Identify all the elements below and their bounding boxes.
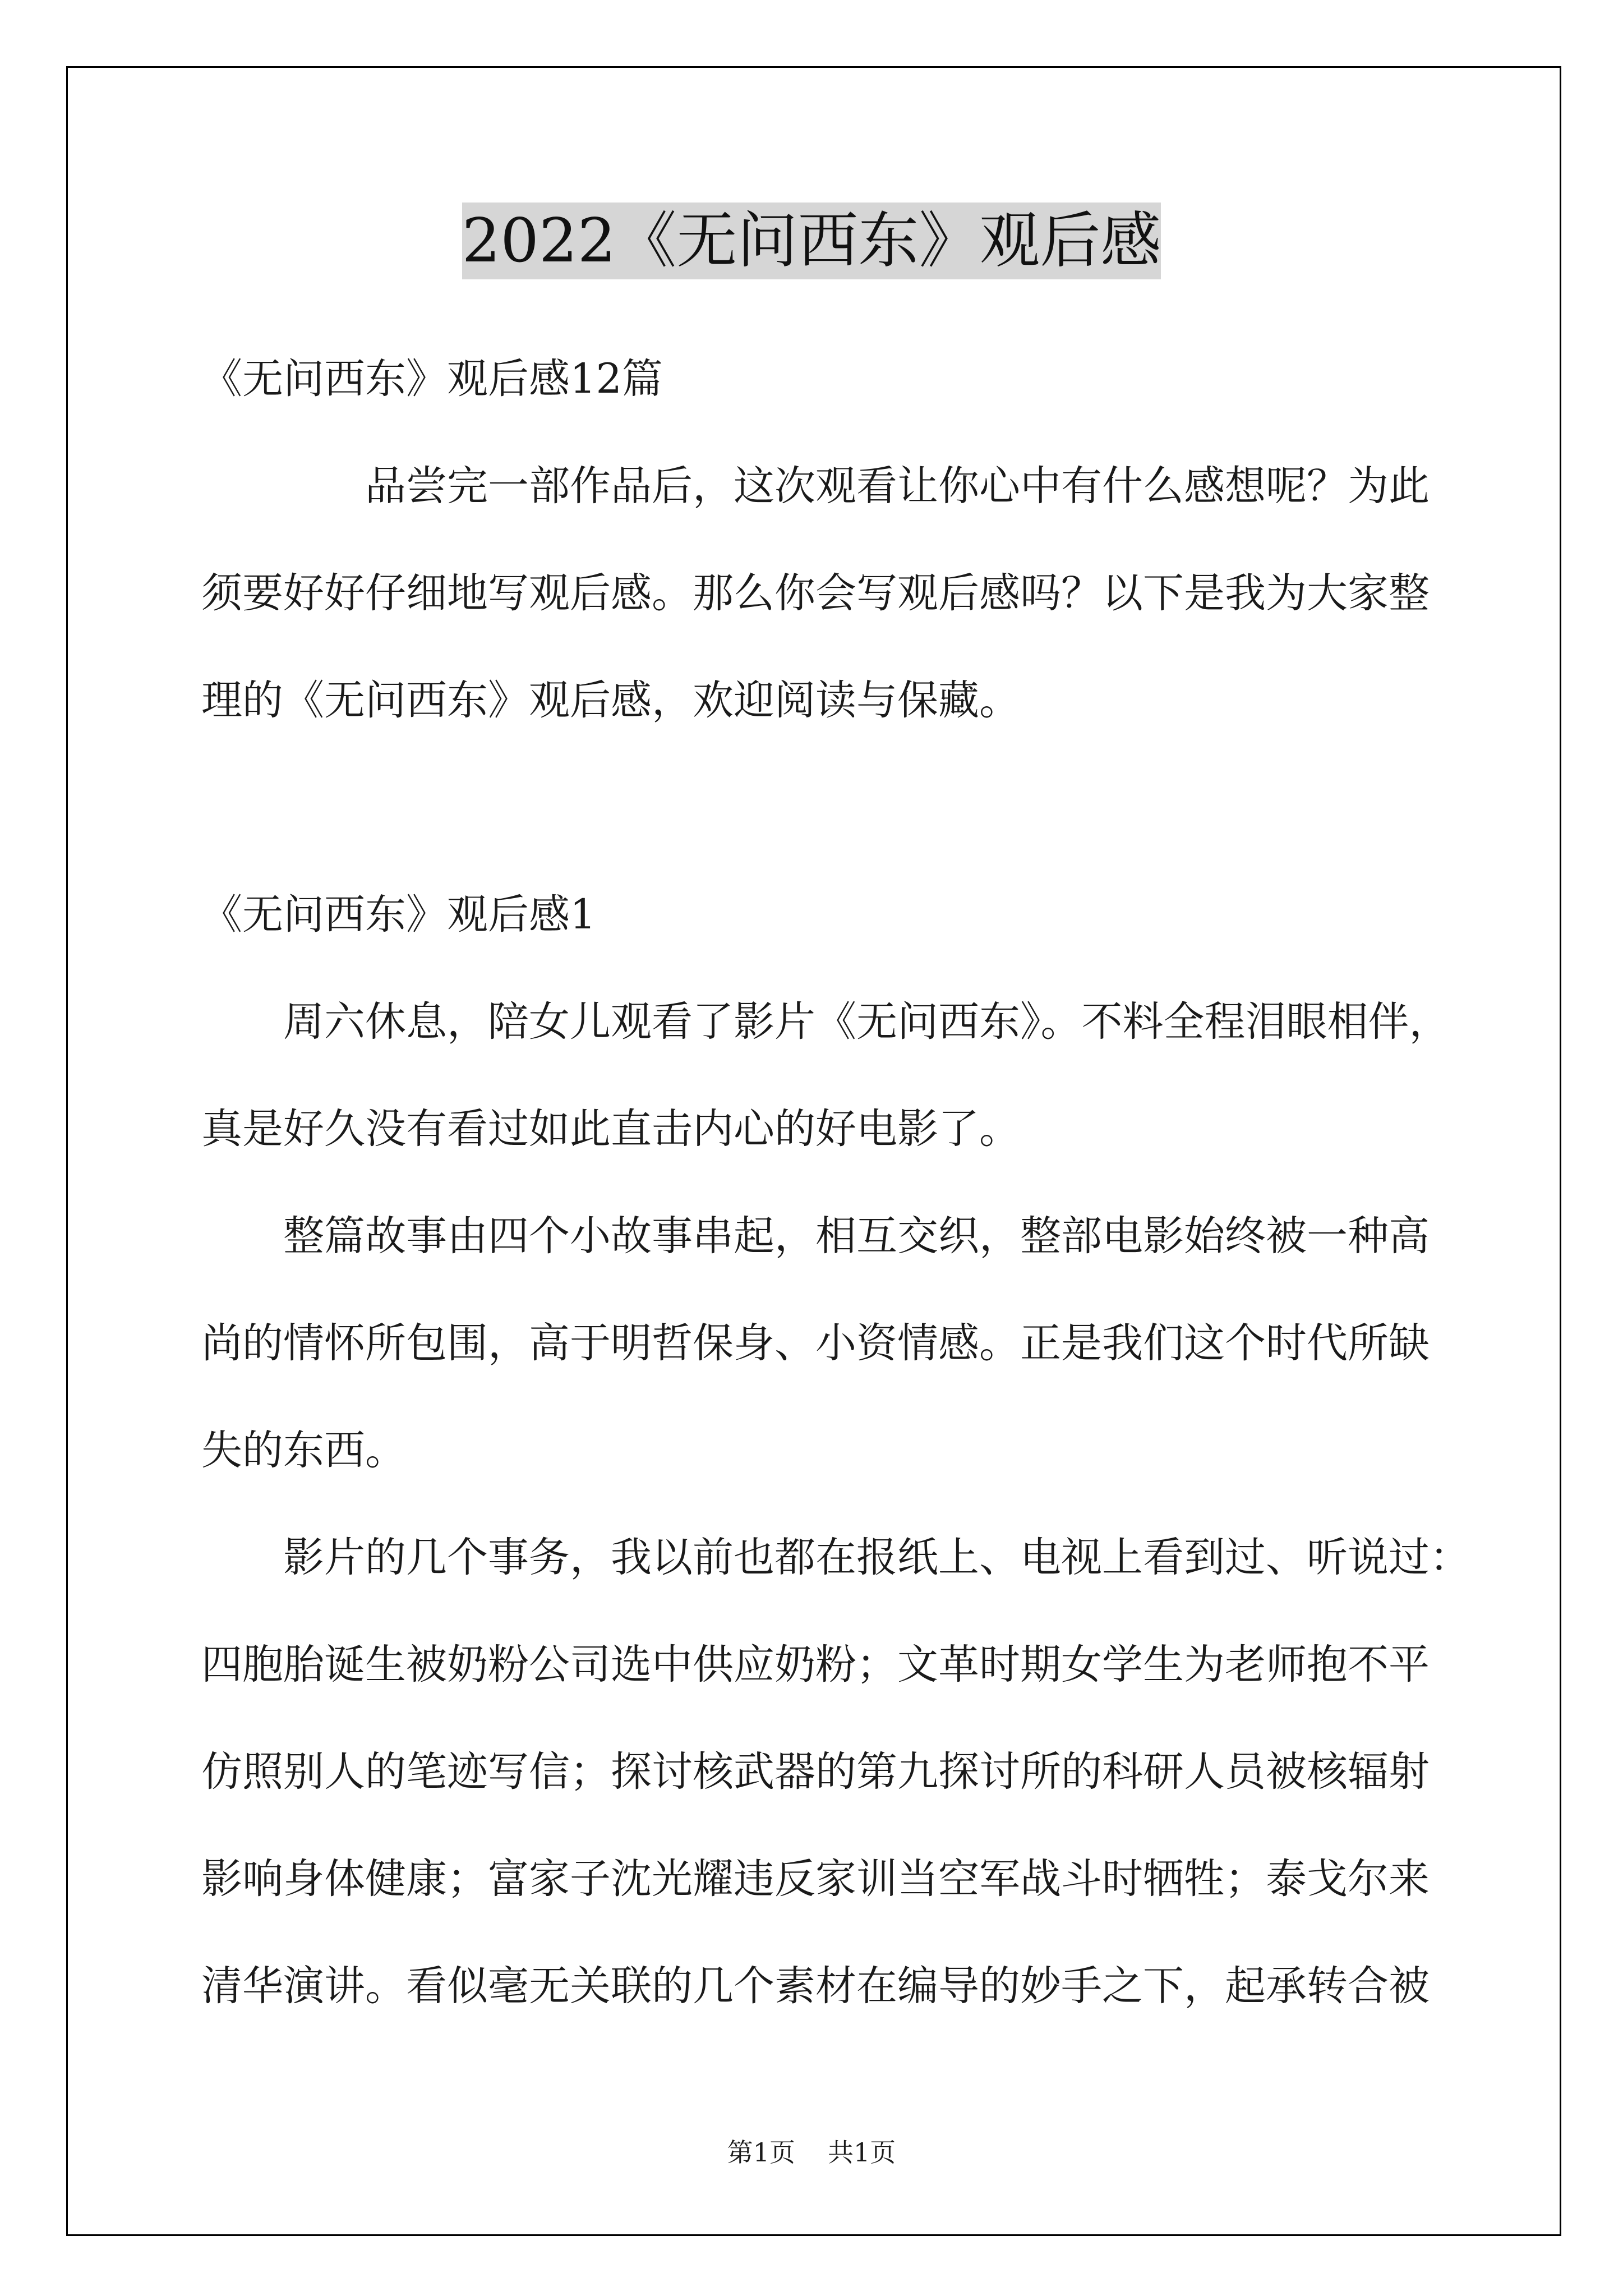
intro-line: 理的《无问西东》观后感，欢迎阅读与保藏。 — [201, 677, 1020, 724]
article-heading: 《无问西东》观后感1 — [201, 891, 596, 938]
paragraph-line: 仿照别人的笔迹写信；探讨核武器的第九探讨所的科研人员被核辐射 — [201, 1748, 1430, 1796]
page-footer — [0, 2136, 1623, 2169]
paragraph-line: 真是好久没有看过如此直击内心的好电影了。 — [201, 1105, 1020, 1153]
paragraph-line: 清华演讲。看似毫无关联的几个素材在编导的妙手之下，起承转合被 — [201, 1962, 1430, 2010]
document-title: 2022《无问西东》观后感 — [462, 203, 1161, 279]
subtitle-line: 《无问西东》观后感12篇 — [201, 355, 663, 403]
paragraph-line: 四胞胎诞生被奶粉公司选中供应奶粉；文革时期女学生为老师抱不平 — [201, 1641, 1430, 1688]
page-total: 共1页 — [828, 2137, 896, 2168]
intro-line: 须要好好仔细地写观后感。那么你会写观后感吗？以下是我为大家整 — [201, 569, 1430, 617]
intro-line: 品尝完一部作品后，这次观看让你心中有什么感想呢？为此 — [365, 462, 1430, 510]
page-number: 第1页 — [727, 2137, 795, 2168]
paragraph-line: 影响身体健康；富家子沈光耀违反家训当空军战斗时牺牲；泰戈尔来 — [201, 1855, 1430, 1903]
paragraph-line: 影片的几个事务，我以前也都在报纸上、电视上看到过、听说过： — [283, 1534, 1470, 1581]
paragraph-line: 失的东西。 — [201, 1427, 406, 1474]
paragraph-line: 周六休息，陪女儿观看了影片《无问西东》。不料全程泪眼相伴， — [283, 998, 1450, 1046]
document-body — [201, 325, 1508, 2040]
paragraph-line: 整篇故事由四个小故事串起，相互交织，整部电影始终被一种高 — [283, 1212, 1430, 1260]
paragraph-line: 尚的情怀所包围，高于明哲保身、小资情感。正是我们这个时代所缺 — [201, 1319, 1430, 1367]
blank-line — [201, 754, 1508, 861]
title-container — [0, 203, 1623, 279]
